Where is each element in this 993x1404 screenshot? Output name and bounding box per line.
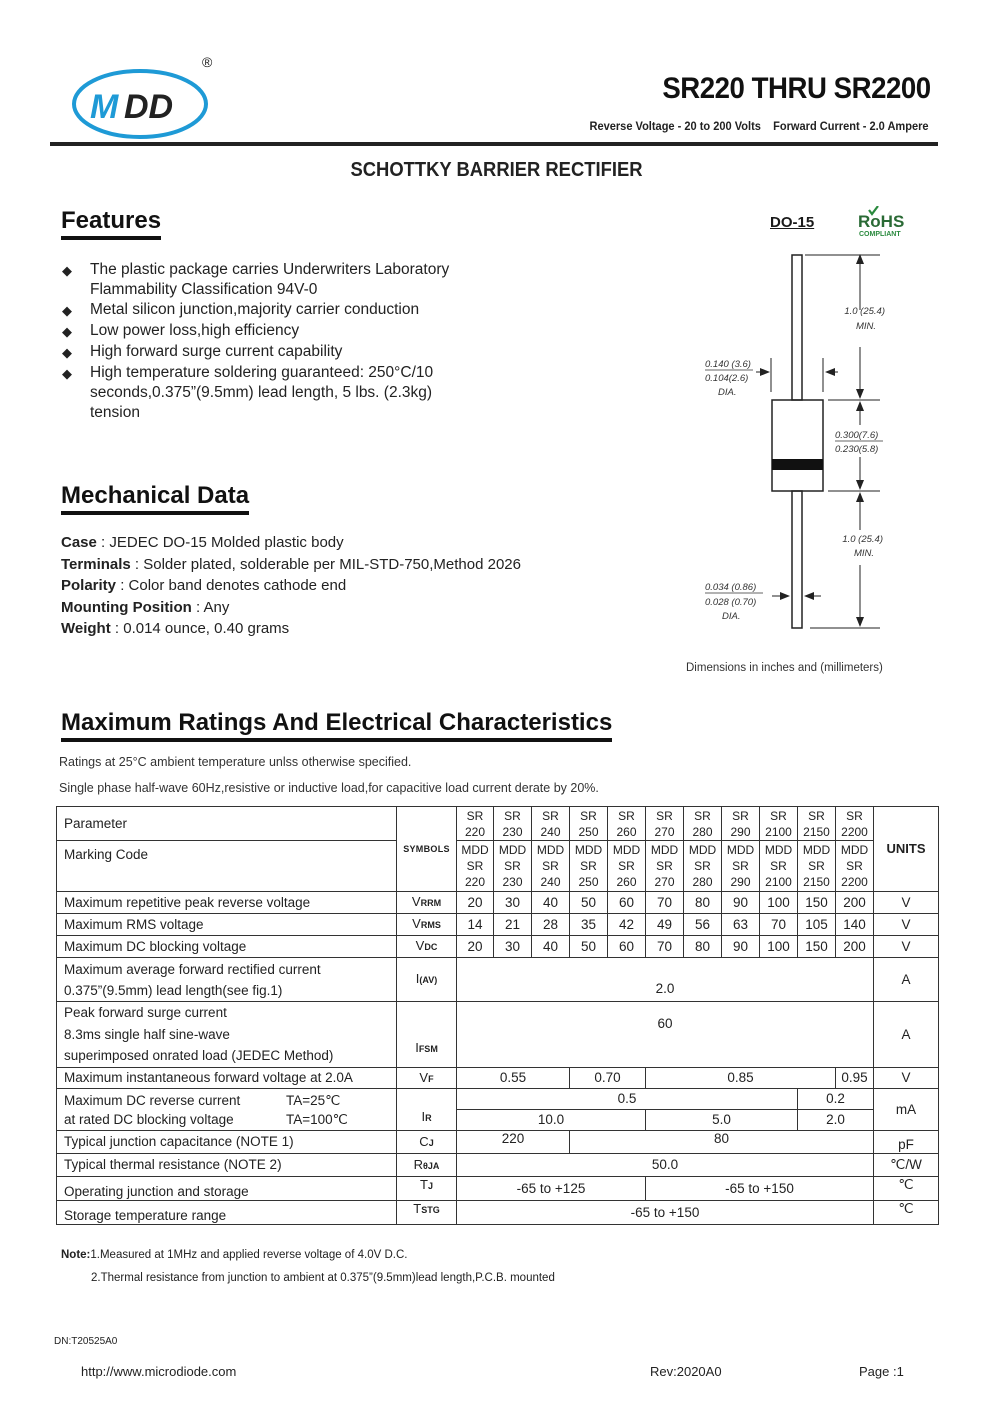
svg-text:1.0 (25.4): 1.0 (25.4) <box>842 534 883 545</box>
page-number: Page :1 <box>859 1364 904 1379</box>
diamond-bullet-icon: ◆ <box>62 303 72 318</box>
mech-item-case: Case : JEDEC DO-15 Molded plastic body <box>61 534 344 551</box>
svg-text:0.300(7.6): 0.300(7.6) <box>835 430 879 441</box>
svg-text:DIA.: DIA. <box>718 387 737 398</box>
table-row-tstg: Storage temperature range TSTG -65 to +150 ℃ <box>57 1201 939 1225</box>
notes <box>61 1244 555 1290</box>
table-header-row: Parameter SYMBOLS SR 220 SR 230 SR 240 SR 250 SR 260 SR 270 SR 280 SR 290 SR 2100 SR 2150 SR 2200 UNITS <box>57 807 939 841</box>
feature-item: ◆ Metal silicon junction,majority carrier conduction <box>62 300 462 321</box>
table-row-vrrm: Maximum repetitive peak reverse voltage VRRM 20 30 40 50 60 70 80 90 100 150 200 V <box>57 892 939 914</box>
table-row-vrms: Maximum RMS voltage VRMS 14 21 28 35 42 49 56 63 70 105 140 V <box>57 914 939 936</box>
table-row-tj: Operating junction and storage TJ -65 to +125 -65 to +150 ℃ <box>57 1177 939 1201</box>
mech-item-polarity: Polarity : Color band denotes cathode end <box>61 577 347 594</box>
table-row-ir-100c: 10.0 5.0 2.0 <box>57 1110 939 1131</box>
mechanical-title: Mechanical Data <box>61 482 249 515</box>
page-title: SR220 THRU SR2200 <box>662 72 931 105</box>
mechanical-list <box>61 532 521 640</box>
mech-item-terminals: Terminals : Solder plated, solderable per MIL-STD-750,Method 2026 <box>61 555 521 573</box>
ratings-conditions-1: Ratings at 25°C ambient temperature unlss otherwise specified. <box>59 755 412 769</box>
mech-item-weight: Weight : 0.014 ounce, 0.40 grams <box>61 620 290 637</box>
diamond-bullet-icon: ◆ <box>62 324 72 339</box>
table-row-ir-25c: Maximum DC reverse current TA=25℃ at rated DC blocking voltage TA=100℃ IR 0.5 0.2 mA <box>57 1089 939 1110</box>
table-row-vdc: Maximum DC blocking voltage VDC 20 30 40 50 60 70 80 90 100 150 200 V <box>57 936 939 958</box>
feature-item: ◆ The plastic package carries Underwriters Laboratory Flammability Classification 94V-0 <box>62 261 450 298</box>
features-title: Features <box>61 207 161 240</box>
svg-text:MIN.: MIN. <box>855 321 876 332</box>
table-row-vf: Maximum instantaneous forward voltage at 2.0A VF 0.55 0.70 0.85 0.95 V <box>57 1068 939 1089</box>
svg-text:DD: DD <box>124 88 174 126</box>
dimensions-note: Dimensions in inches and (millimeters) <box>686 662 883 674</box>
rohs-label-icon: RoHS <box>858 212 905 231</box>
svg-text:MIN.: MIN. <box>853 548 874 559</box>
ratings-table <box>56 806 939 1225</box>
package-name: DO-15 <box>770 214 815 231</box>
ratings-title: Maximum Ratings And Electrical Characteristics <box>61 709 612 742</box>
header-units: UNITS <box>874 807 939 892</box>
mech-item-mounting: Mounting Position : Any <box>61 598 230 616</box>
note-1: Note:1.Measured at 1MHz and applied reverse voltage of 4.0V D.C. <box>61 1249 408 1261</box>
svg-text:0.104(2.6): 0.104(2.6) <box>705 373 749 384</box>
svg-text:0.230(5.8): 0.230(5.8) <box>835 444 879 455</box>
revision: Rev:2020A0 <box>650 1364 722 1379</box>
svg-text:0.034 (0.86): 0.034 (0.86) <box>705 582 757 593</box>
registered-mark: ® <box>202 54 213 70</box>
note-2: 2.Thermal resistance from junction to ambient at 0.375”(9.5mm)lead length,P.C.B. mounted <box>91 1272 555 1284</box>
diamond-bullet-icon: ◆ <box>62 263 72 278</box>
svg-text:1.0 (25.4): 1.0 (25.4) <box>844 306 885 317</box>
document-heading: SCHOTTKY BARRIER RECTIFIER <box>350 159 643 181</box>
diamond-bullet-icon: ◆ <box>62 345 72 360</box>
ratings-conditions-2: Single phase half-wave 60Hz,resistive or inductive load,for capacitive load current derate by 20%. <box>59 781 599 795</box>
diamond-bullet-icon: ◆ <box>62 366 72 381</box>
feature-item: ◆ High temperature soldering guaranteed: 250°C/10 seconds,0.375”(9.5mm) lead length, 5 lbs. (2.3kg) tension <box>62 364 434 421</box>
feature-item: ◆ High forward surge current capability <box>62 342 462 363</box>
mdd-logo <box>68 56 218 146</box>
website-link[interactable]: http://www.microdiode.com <box>81 1364 237 1379</box>
features-list <box>62 260 462 423</box>
document-number: DN:T20525A0 <box>54 1336 118 1347</box>
header-marking-code: Marking Code <box>57 841 397 892</box>
marking-code-row: Marking Code MDD SR 220 MDD SR 230 MDD SR 240 MDD SR 250 MDD SR 260 MDD SR 270 MDD SR 280 MDD SR 290 MDD SR 2100 MDD SR 2150 MDD SR 2200 <box>57 841 939 892</box>
svg-text:DIA.: DIA. <box>722 611 741 622</box>
header-divider <box>50 142 938 146</box>
svg-text:0.140 (3.6): 0.140 (3.6) <box>705 359 751 370</box>
feature-item: ◆ Low power loss,high efficiency <box>62 321 462 342</box>
table-row-cj: Typical junction capacitance (NOTE 1) CJ 220 80 pF <box>57 1131 939 1154</box>
subtitle: Reverse Voltage - 20 to 200 Volts Forward Current - 2.0 Ampere <box>589 119 929 133</box>
do15-diagram <box>680 250 920 655</box>
svg-text:COMPLIANT: COMPLIANT <box>859 231 901 238</box>
rohs-badge <box>857 206 909 243</box>
table-row-ifsm: Peak forward surge current 8.3ms single half sine-wave superimposed onrated load (JEDEC Method) IFSM 60 A <box>57 1002 939 1068</box>
table-row-iav: Maximum average forward rectified current 0.375”(9.5mm) lead length(see fig.1) I(AV) 2.0 A <box>57 958 939 1002</box>
table-row-rth: Typical thermal resistance (NOTE 2) RθJA 50.0 ℃/W <box>57 1154 939 1177</box>
header-symbols: SYMBOLS <box>397 807 457 892</box>
svg-text:0.028 (0.70): 0.028 (0.70) <box>705 597 757 608</box>
header-parameter: Parameter <box>57 807 397 841</box>
svg-text:M: M <box>90 88 119 126</box>
